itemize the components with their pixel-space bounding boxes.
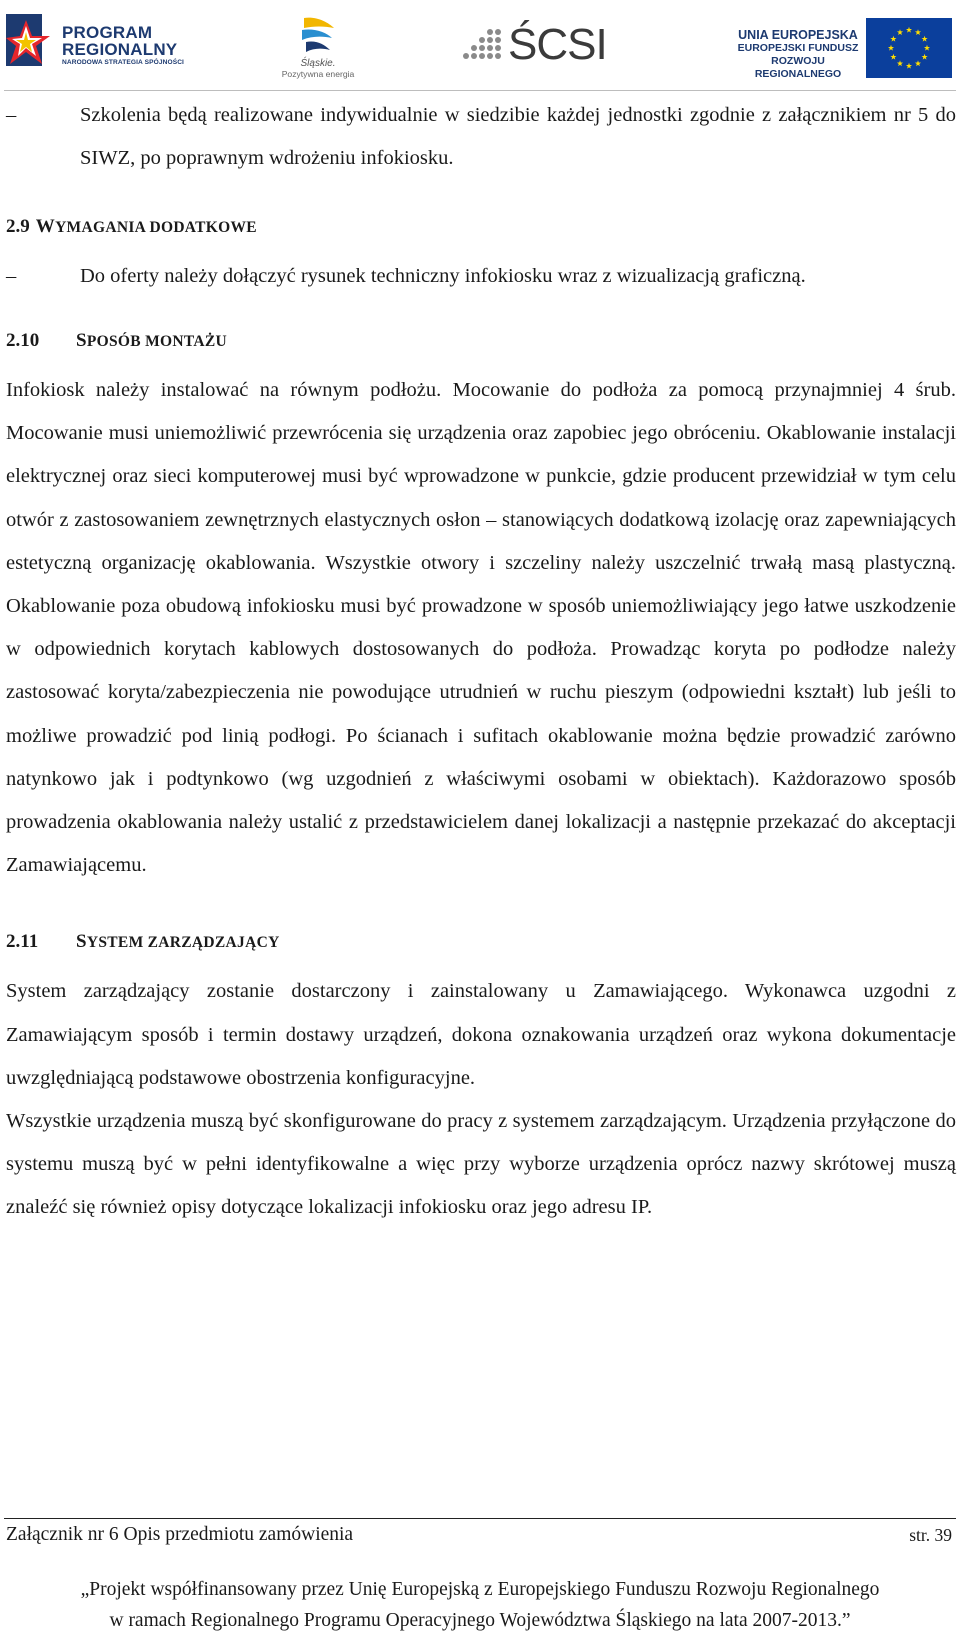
- scsi-wordmark: ŚCSI: [508, 20, 607, 69]
- program-regionalny-line3: NARODOWA STRATEGIA SPÓJNOŚCI: [62, 59, 184, 66]
- slaskie-emblem-icon: [298, 14, 338, 54]
- dash-bullet-icon: –: [6, 104, 17, 126]
- program-regionalny-line1: PROGRAM: [62, 23, 153, 42]
- header-divider: [4, 90, 956, 91]
- scsi-dots-icon: [462, 26, 506, 62]
- paragraph-system-2: Wszystkie urządzenia muszą być skonfigurowane do pracy z systemem zarządzającym. Urządzenia przyłączone do systemu muszą być w pełni identyfikowalne a więc przy wyborze urządzenia oprócz nazwy skrótowej muszą znaleźć się również opisy dotyczące lokalizacji infokiosku oraz jego adresu IP.: [6, 1110, 956, 1219]
- section-heading-2-11: [6, 921, 956, 964]
- section-title: SPOSÓB MONTAŻU: [76, 330, 227, 351]
- footer-project-line1: „Projekt współfinansowany przez Unię Europejską z Europejskiego Funduszu Rozwoju Regionalnego: [80, 1579, 880, 1600]
- section-number: 2.10: [6, 330, 40, 351]
- section-heading-2-10: [6, 320, 956, 363]
- footer-project-line2: w ramach Regionalnego Programu Operacyjnego Województwa Śląskiego na lata 2007-2013.”: [109, 1610, 851, 1631]
- eu-flag-icon: [866, 18, 952, 78]
- eu-line3: ROZWOJU REGIONALNEGO: [754, 55, 842, 80]
- footer-attachment-label: Załącznik nr 6 Opis przedmiotu zamówienia: [6, 1524, 354, 1545]
- eu-line2: EUROPEJSKI FUNDUSZ: [737, 42, 859, 54]
- eu-line1: UNIA EUROPEJSKA: [738, 28, 858, 42]
- section-heading-2-9: [6, 206, 956, 249]
- scsi-logo: [462, 8, 622, 80]
- paragraph-system-1: System zarządzający zostanie dostarczony i zainstalowany u Zamawiającego. Wykonawca uzgodni z Zamawiającym sposób i termin dostawy urządzeń, dokona oznakowania urządzeń oraz wykona dokumentacje uwzględniającą podstawowe obostrzenia konfiguracyjne.: [6, 980, 956, 1089]
- paragraph-mounting: Infokiosk należy instalować na równym podłożu. Mocowanie do podłoża za pomocą przynajmniej 4 śrub. Mocowanie musi uniemożliwić przewrócenia się urządzenia oraz zapobiec jego obróceniu. Okablowanie instalacji elektrycznej oraz sieci komputerowej musi być wprowadzone w punkcie, gdzie producent przewidział w tym celu otwór z zastosowaniem zewnętrznych elastycznych osłon – stanowiących dodatkową izolację oraz zapewniających estetyczną organizację okablowania. Wszystkie otwory i szczeliny należy uszczelnić trwałą masą plastyczną. Okablowanie poza obudową infokiosku musi być prowadzone w sposób uniemożliwiający jego łatwe uszkodzenie w odpowiednich korytach kablowych dostosowanych do podłoża. Prowadząc koryta po podłodze należy zastosować koryta/zabezpieczenia nie powodujące utrudnień w ruchu pieszym (odpowiedni kształt) lub jeśli to możliwe prowadzić pod linią podłogi. Po ścianach i sufitach okablowanie można będzie prowadzić zarówno natynkowo jak i podtynkowo (wg uzgodnień z właściwymi osobami w obiektach). Każdorazowo sposób prowadzenia okablowania należy ustalić z przedstawicielem danej lokalizacji a następnie przekazać do akceptacji Zamawiającemu.: [6, 379, 956, 877]
- bullet-text-drawing: Do oferty należy dołączyć rysunek techniczny infokiosku wraz z wizualizacją graficzną.: [80, 265, 806, 287]
- dash-bullet-icon: –: [6, 265, 17, 287]
- page-header: [0, 0, 960, 88]
- slaskie-logo: [276, 8, 366, 80]
- eu-logo: [734, 8, 956, 80]
- list-item: [6, 94, 956, 180]
- program-regionalny-mark-icon: [6, 12, 54, 68]
- footer-page-number: str. 39: [909, 1525, 952, 1545]
- slaskie-tagline: Pozytywna energia: [281, 69, 355, 79]
- section-title: WYMAGANIA DODATKOWE: [35, 216, 257, 237]
- section-number: 2.11: [6, 931, 39, 953]
- program-regionalny-logo: [6, 8, 206, 80]
- program-regionalny-line2: REGIONALNY: [62, 40, 178, 59]
- bullet-text-training: Szkolenia będą realizowane indywidualnie w siedzibie każdej jednostki zgodnie z załącznikiem nr 5 do SIWZ, po poprawnym wdrożeniu infokiosku.: [80, 104, 956, 169]
- document-body: [6, 94, 956, 1230]
- footer-project-note: [0, 1574, 960, 1636]
- slaskie-name: Śląskie.: [300, 58, 336, 69]
- section-number: 2.9: [6, 216, 30, 237]
- section-title: SYSTEM ZARZĄDZAJĄCY: [76, 931, 280, 953]
- footer-divider: [4, 1518, 956, 1519]
- list-item: [6, 255, 956, 298]
